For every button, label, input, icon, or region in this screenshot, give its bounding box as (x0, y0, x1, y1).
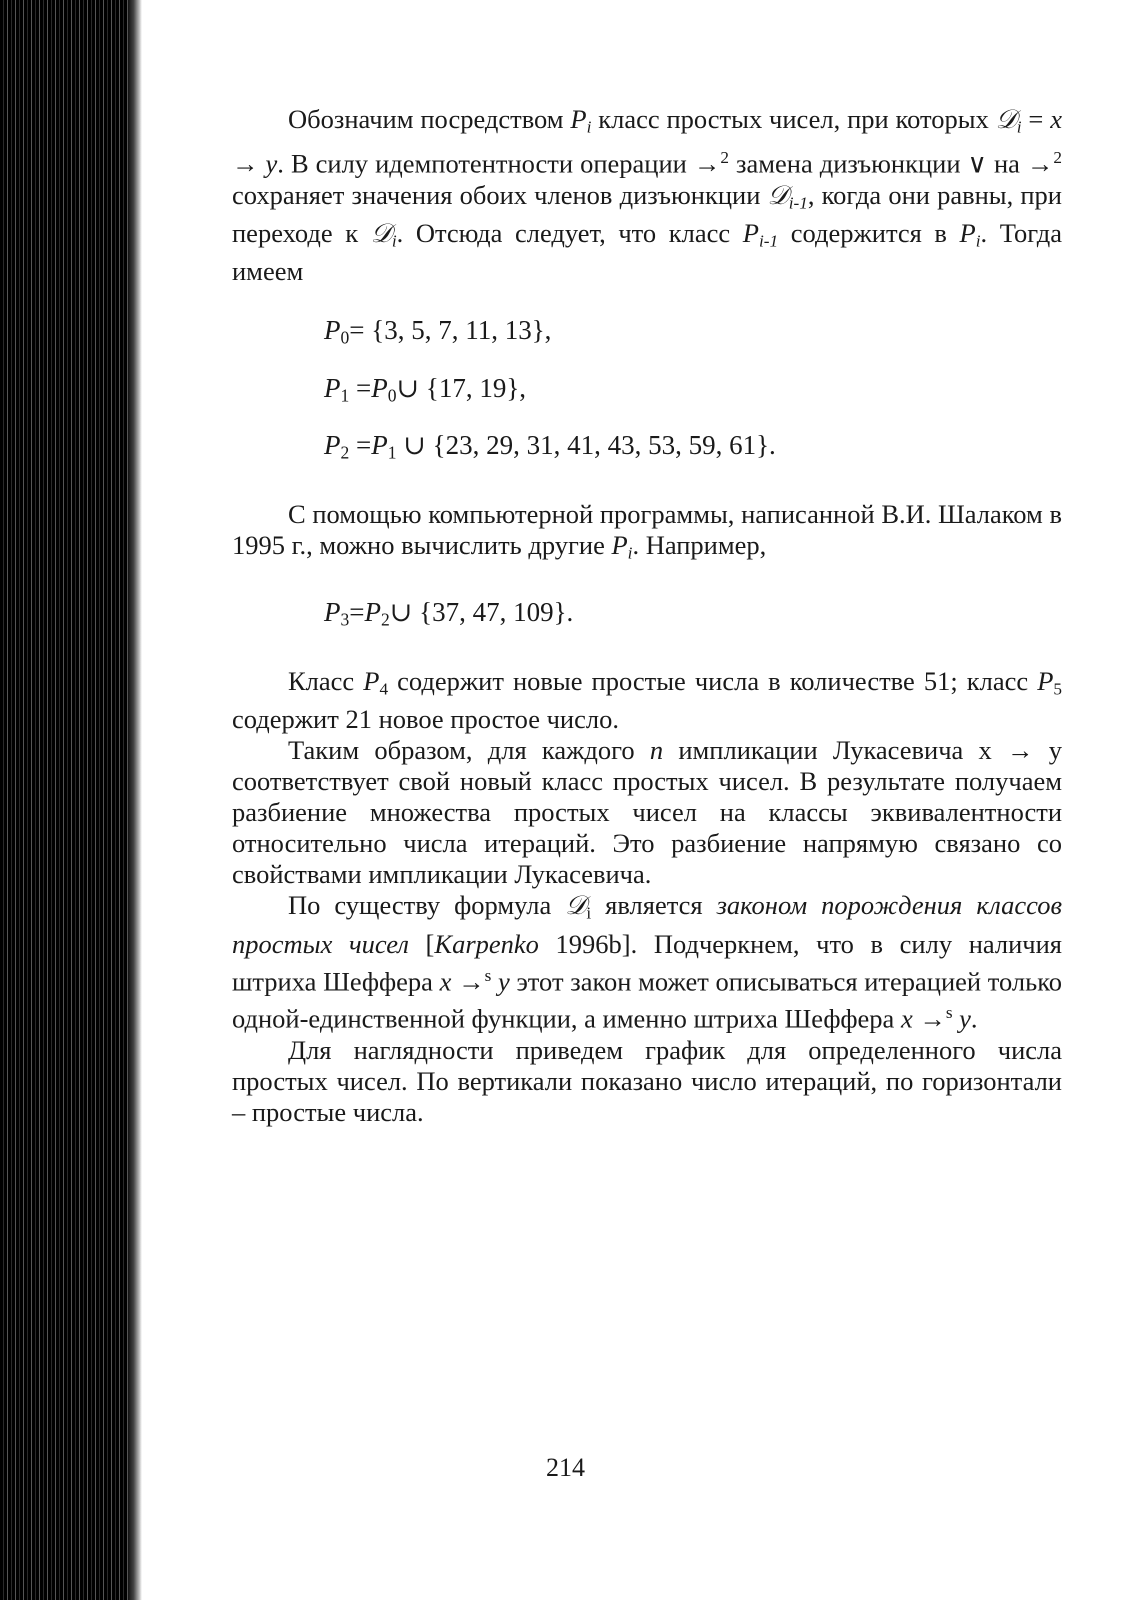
paragraph-2: С помощью компьютерной программы, написанной В.И. Шалаком в 1995 г., можно вычислить другие $P_i$. Например, (232, 499, 1062, 563)
book-spine-shadow (0, 0, 140, 1600)
page-body (232, 104, 1062, 1128)
page-number: 214 (546, 1453, 585, 1482)
formula-p0: $P_0= \{3$, 5, 7, 11, 13}, (324, 315, 552, 348)
formula-p2: $P_2 =P_1$ ∪ {23, 29, 31, 41, 43, 53, 59, 61}. (324, 430, 776, 463)
paragraph-6: Для наглядности приведем график для определенного числа простых чисел. По вертикали показано число итераций, по горизонтали – простые числа. (232, 1034, 1062, 1127)
paragraph-1: Обозначим посредством $P_i$ класс простых чисел, при которых 𝒟$_i$ = x → y. В силу идемпотентности операции →$^2$ замена дизъюнкции ∨ на →$^2$ сохраняет значения обоих членов дизъюнкции 𝒟$_{i-1}$, когда они равны, при переходе к 𝒟$_i$. Отсюда следует, что класс $P_{i-1}$ содержится в $P_i$. Тогда имеем (232, 104, 1063, 287)
formula-p1: $P_1$ $=P_0\cup$ {17, 19}, (324, 372, 527, 406)
paragraph-4: Таким образом, для каждого n импликации Лукасевича x → y соответствует свой новый класс простых чисел. В результате получаем разбиение множества простых чисел на классы эквивалентности относительно числа итераций. Это разбиение напрямую связано со свойствами импликации Лукасевича. (232, 735, 1062, 890)
formula-block-1 (232, 305, 1062, 477)
paragraph-5: По существу формула 𝒟$_i$ является законом порождения классов простых чисел [Karpenko 1996b]. Подчеркнем, что в силу наличия штриха Шеффера x →$^s$ y этот закон может описываться итерацией только одной-единственной функции, а именно штриха Шеффера x →$^s$ y. (232, 890, 1062, 1034)
formula-p3: $P_3=P_2\cup$ {37, 47, 109}. (324, 596, 574, 630)
formula-block-2 (232, 587, 1062, 644)
paragraph-3: Класс $P_4$ содержит новые простые числа в количестве 51; класс $P_5$ содержит 21 новое простое число. (232, 666, 1062, 735)
book-spine-edge (128, 0, 142, 1600)
